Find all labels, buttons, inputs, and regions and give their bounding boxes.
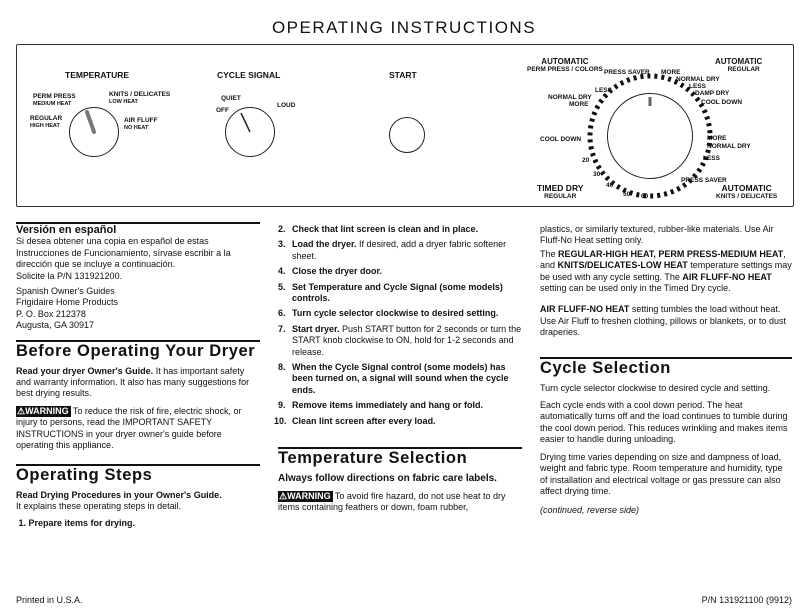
more-right-label: MORE [661, 69, 681, 76]
steps-title: Operating Steps [16, 465, 153, 484]
perm-press-label: PERM PRESS MEDIUM HEAT [33, 93, 76, 107]
spanish-pn: Solicite la P/N 131921200. [16, 270, 123, 281]
dial-pointer-icon [608, 94, 692, 178]
start-header: START [389, 70, 417, 80]
right-column [540, 224, 792, 523]
temperature-header: TEMPERATURE [65, 70, 130, 80]
cycle-selector-knob[interactable] [607, 93, 693, 179]
steps-body: It explains these operating steps in detail. [16, 500, 182, 511]
automatic-perm-label: AUTOMATIC PERM PRESS / COLORS [527, 57, 603, 73]
normal-dry-knits-label: NORMAL DRY [707, 143, 751, 150]
knits-label: KNITS / DELICATES LOW HEAT [109, 91, 171, 105]
steps-list [274, 224, 522, 427]
warning-paragraph: ⚠WARNING To reduce the risk of fire, electric shock, or injury to persons, read the IMPORTANT SAFETY INSTRUCTIONS in your dryer owner's guide before operating this appliance. [16, 405, 242, 451]
temperature-title: Temperature Selection [278, 449, 468, 468]
address-line: Spanish Owner's Guides [16, 286, 115, 297]
knob-pointer-icon [70, 108, 118, 156]
footer-printed: Printed in U.S.A. [16, 595, 83, 605]
step-4: 4. Close the dryer door. [278, 266, 383, 277]
regular-label: REGULAR HIGH HEAT [30, 115, 63, 129]
cycle-p2: Each cycle ends with a cool down period. The heat automatically turns off and the load continues to tumble during the cool down period. This reduces wrinkling and makes items easier to handle during unloading. [540, 400, 788, 445]
warning-badge: ⚠WARNING [279, 490, 331, 501]
right-p2: The REGULAR-HIGH HEAT, PERM PRESS-MEDIUM HEAT, and KNITS/DELICATES-LOW HEAT temperature settings may be used with any cycle setting. The AIR FLUFF-NO HEAT setting can be used only in the Timed Dry cycle. [540, 248, 792, 294]
control-panel [16, 44, 794, 207]
before-title: Before Operating Your Dryer [16, 341, 256, 360]
continued-note: (continued, reverse side) [540, 505, 640, 516]
timed-dry-label: TIMED DRY REGULAR [537, 183, 584, 200]
step-7: 7. Start dryer. Push START button for 2 seconds or turn the START knob clockwise to ON, hold for 1-2 seconds and release. [278, 323, 522, 357]
step-2: 2. Check that lint screen is clean and in place. [278, 224, 479, 234]
cycle-signal-header: CYCLE SIGNAL [217, 70, 281, 80]
off-label: OFF [216, 107, 229, 114]
temperature-knob[interactable] [69, 107, 119, 157]
step-8: 8. When the Cycle Signal control (some models) has been turned on, a signal will sound when the cycle ends. [278, 362, 509, 395]
page-title: OPERATING INSTRUCTIONS [271, 18, 537, 37]
spanish-body: Si desea obtener una copia en español de estas Instrucciones de Funcionamiento, sírvase escribir a la dirección que se incluye a continuación. [16, 236, 231, 270]
cool-down-right-label: COOL DOWN [701, 99, 743, 106]
start-button[interactable] [389, 117, 425, 153]
middle-column [274, 224, 522, 519]
less-left-label: LESS [595, 87, 612, 94]
timer-60-label: 60 [641, 193, 649, 200]
normal-dry-right-label: NORMAL DRY [676, 76, 720, 83]
before-body: Read your dryer Owner's Guide. It has important safety and warranty information. It also has many suggestions for best drying results. [16, 365, 250, 399]
address-line: P. O. Box 212378 [16, 308, 86, 319]
temperature-bold: Always follow directions on fabric care labels. [278, 473, 497, 485]
timer-40-label: 40 [606, 182, 614, 189]
automatic-regular-label: AUTOMATIC REGULAR [715, 57, 763, 73]
address-line: Frigidaire Home Products [16, 297, 119, 308]
timer-50-label: 50 [623, 191, 631, 198]
step-5: 5. Set Temperature and Cycle Signal (some models) controls. [278, 281, 503, 304]
timer-30-label: 30 [593, 171, 601, 178]
cool-down-left-label: COOL DOWN [540, 136, 582, 143]
less-knits-label: LESS [703, 155, 720, 162]
address-line: Augusta, GA 30917 [16, 320, 95, 331]
cycle-signal-knob[interactable] [225, 107, 275, 157]
loud-label: LOUD [277, 102, 296, 109]
more-knits-label: MORE [707, 135, 727, 142]
press-saver-top-label: PRESS SAVER [604, 69, 650, 76]
damp-dry-label: DAMP DRY [695, 90, 730, 97]
steps-bold: Read Drying Procedures in your Owner's Guide. [16, 489, 222, 500]
cycle-p1: Turn cycle selector clockwise to desired cycle and setting. [540, 382, 771, 393]
warning-badge: ⚠WARNING [17, 405, 69, 416]
left-column [16, 222, 260, 530]
normal-dry-left-label: NORMAL DRY [548, 94, 592, 101]
cycle-p3: Drying time varies depending on size and dampness of load, weight and fabric type. Room temperature and humidity, type of installation and electrical voltage or gas pressure can also affect drying time. [540, 451, 783, 496]
press-saver-bottom-label: PRESS SAVER [681, 177, 727, 184]
automatic-knits-label: AUTOMATIC KNITS / DELICATES [716, 183, 778, 200]
less-right-label: LESS [689, 83, 706, 90]
footer-pn: P/N 131921100 (9912) [701, 595, 792, 605]
right-p1: plastics, or similarly textured, rubber-like materials. Use Air Fluff-No Heat setting only. [540, 224, 774, 246]
air-fluff-label: AIR FLUFF NO HEAT [124, 117, 158, 131]
step-10: 10. Clean lint screen after every load. [274, 415, 436, 426]
step-6: 6. Turn cycle selector clockwise to desired setting. [278, 308, 499, 319]
step-1: 1. Prepare items for drying. [16, 518, 136, 529]
timer-20-label: 20 [582, 157, 590, 164]
temperature-warning: ⚠WARNING To avoid fire hazard, do not use heat to dry items containing feathers or down, foam rubber, [278, 490, 506, 512]
spanish-title: Versión en español [16, 224, 117, 236]
right-p3: AIR FLUFF-NO HEAT setting tumbles the load without heat. Use Air Fluff to freshen clothing, pillows or blankets, or to dust draperies. [540, 304, 786, 338]
cycle-title: Cycle Selection [540, 358, 671, 377]
knob-pointer-icon [226, 108, 274, 156]
step-3: 3. Load the dryer. If desired, add a dryer fabric softener sheet. [278, 239, 507, 261]
step-9: 9. Remove items immediately and hang or fold. [278, 400, 484, 411]
more-left-label: MORE [569, 101, 589, 108]
quiet-label: QUIET [221, 95, 241, 102]
